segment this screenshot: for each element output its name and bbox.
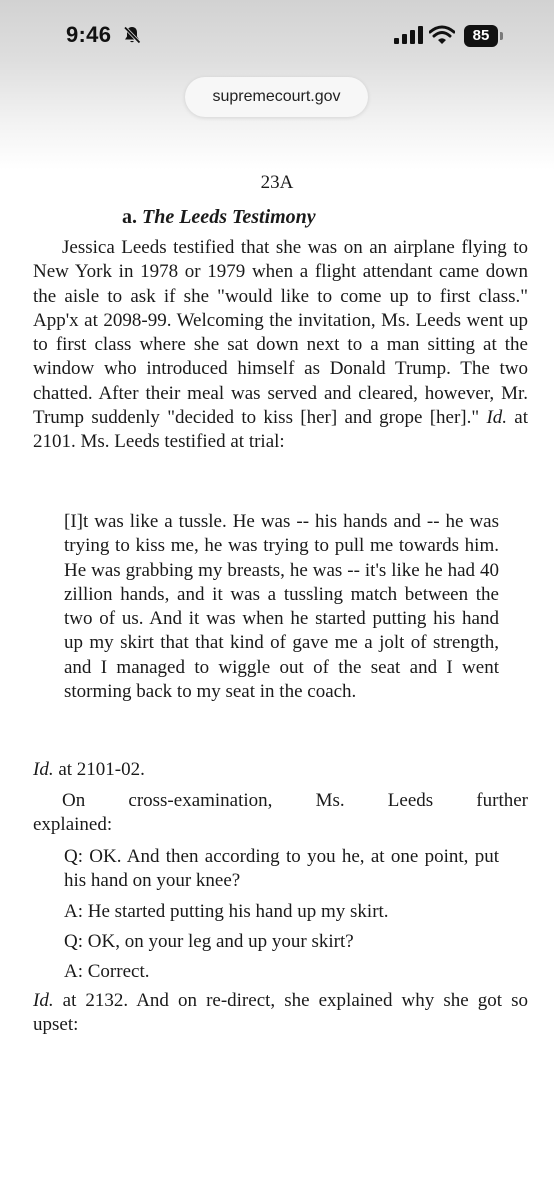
paragraph-leeds-testimony: [33, 236, 528, 455]
id-citation: Id.: [33, 990, 54, 1011]
paragraph-3-text: at 2132. And on re-direct, she explained why she got so upset:: [33, 990, 528, 1036]
paragraph-1-text: Jessica Leeds testified that she was on an airplane flying to New York in 1978 or 1979 when a flight attendant came down the aisle to ask if she "would like to come up to first class." App'x at 2098-99. Welcoming the invitation, Ms. Leeds went up to first class where she sat down next to a man sitting at the window who introduced himself as Donald Trump. The two chatted. After their meal was served and cleared, however, Mr. Trump suddenly "decided to kiss [her] and grope [her].": [33, 237, 528, 429]
qa-line: A: He started putting his hand up my skirt.: [64, 901, 389, 922]
qa-line: A: Correct.: [64, 961, 150, 982]
citation-pages: at 2101-02.: [53, 759, 145, 780]
id-citation: Id.: [33, 759, 54, 780]
paragraph-2-line-1: On cross-examination, Ms. Leeds further: [62, 790, 528, 811]
citation-line: [33, 759, 145, 781]
battery-level: 85: [472, 27, 490, 44]
paragraph-1-end: at 2101. Ms. Leeds testified at trial:: [33, 407, 529, 453]
status-time: 9:46: [66, 22, 112, 47]
section-heading: [122, 206, 316, 229]
paragraph-redirect: [33, 989, 528, 1038]
qa-line: Q: OK, on your leg and up your skirt?: [64, 931, 354, 952]
page-number: 23A: [260, 172, 294, 193]
qa-line: Q: OK. And then according to you he, at one point, put his hand on your knee?: [64, 846, 499, 892]
section-title: The Leeds Testimony: [142, 206, 316, 228]
paragraph-cross-examination: [33, 789, 528, 838]
block-quote-testimony: [I]t was like a tussle. He was -- his hands and -- he was trying to kiss me, he was trying to pull me towards him. He was grabbing my breasts, he was -- it's like he had 40 zillion hands, and it was a tussling match between the two of us. And it was when he started putting his hand up my skirt that that kind of gave me a jolt of strength, and I managed to wiggle out of the seat and I went storming back to my seat in the coach.: [64, 511, 499, 703]
paragraph-2-line-2: explained:: [33, 814, 113, 836]
id-citation: Id.: [486, 407, 508, 429]
address-bar-url[interactable]: supremecourt.gov: [212, 88, 341, 105]
section-letter: a.: [122, 206, 137, 228]
